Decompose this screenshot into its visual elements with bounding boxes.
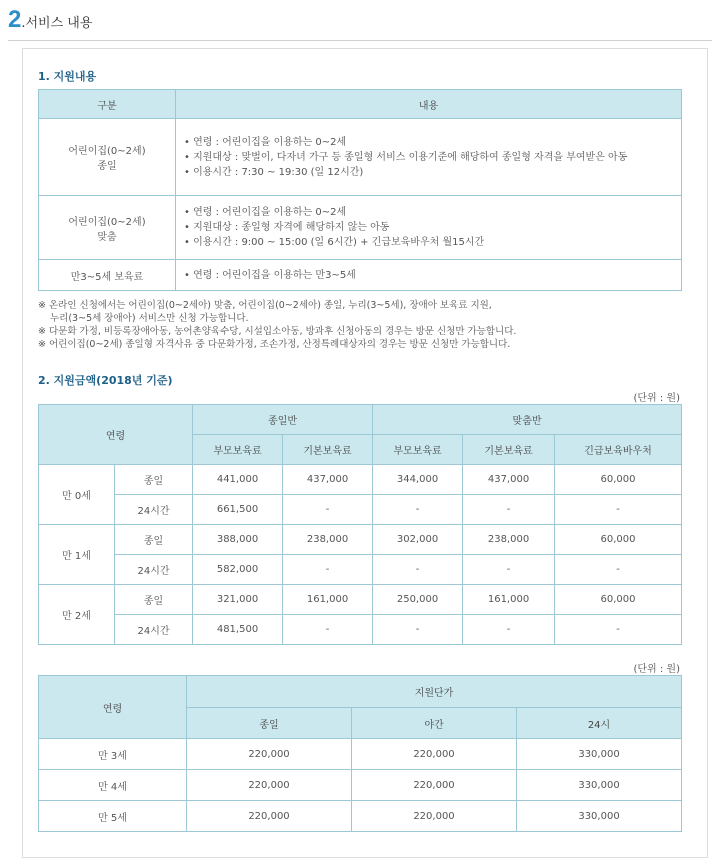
value-cell: 302,000 <box>373 525 463 555</box>
unit-label: (단위 : 원) <box>633 393 680 404</box>
value-cell: 330,000 <box>517 770 682 801</box>
group-header-custom: 맞춤반 <box>373 405 682 435</box>
value-cell: - <box>373 615 463 645</box>
content-item: • 연령 : 어린이집을 이용하는 0~2세 <box>184 136 347 148</box>
note-line: ※ 온라인 신청에서는 어린이집(0~2세아) 맞춤, 어린이집(0~2세아) 종일, 누리(3~5세), 장애아 보육료 지원, <box>38 300 492 311</box>
table-row <box>39 739 682 770</box>
content-item: • 이용시간 : 7:30 ~ 19:30 (일 12시간) <box>184 166 364 178</box>
support-amount-table <box>38 404 682 645</box>
sub-header: 야간 <box>352 708 517 739</box>
value-cell: 441,000 <box>193 465 283 495</box>
value-cell: - <box>283 555 373 585</box>
category-cell <box>39 119 176 196</box>
sub-header: 24시 <box>517 708 682 739</box>
unit-price-table <box>38 675 682 832</box>
value-cell: 388,000 <box>193 525 283 555</box>
value-cell: 220,000 <box>352 801 517 832</box>
value-cell: 582,000 <box>193 555 283 585</box>
value-cell: 437,000 <box>463 465 555 495</box>
value-cell: 250,000 <box>373 585 463 615</box>
age-header: 연령 <box>39 405 193 465</box>
content-cell <box>176 260 682 291</box>
value-cell: - <box>555 555 682 585</box>
table-row <box>39 585 682 615</box>
value-cell: 238,000 <box>283 525 373 555</box>
value-cell: 330,000 <box>517 739 682 770</box>
section-number: 2 <box>8 6 21 33</box>
value-cell: 330,000 <box>517 801 682 832</box>
group-header-full-day: 종일반 <box>193 405 373 435</box>
value-cell: - <box>373 495 463 525</box>
unit-label-2: (단위 : 원) <box>633 664 680 675</box>
section1-heading: 1. 지원내용 <box>38 70 97 83</box>
value-cell: 481,500 <box>193 615 283 645</box>
support-content-table <box>38 89 682 291</box>
value-cell: - <box>555 615 682 645</box>
type-cell: 24시간 <box>115 615 193 645</box>
age-cell: 만 3세 <box>39 739 187 770</box>
value-cell: 321,000 <box>193 585 283 615</box>
group-header-unit-price: 지원단가 <box>187 676 682 708</box>
table-row <box>39 495 682 525</box>
age-cell: 만 5세 <box>39 801 187 832</box>
section2-heading: 2. 지원금액(2018년 기준) <box>38 374 173 387</box>
column-header-category: 구분 <box>39 90 176 119</box>
table-row <box>39 465 682 495</box>
type-cell: 종일 <box>115 465 193 495</box>
value-cell: 220,000 <box>352 739 517 770</box>
type-cell: 종일 <box>115 525 193 555</box>
value-cell: - <box>283 495 373 525</box>
category-cell: 만3~5세 보육료 <box>39 260 176 291</box>
age-cell: 만 4세 <box>39 770 187 801</box>
content-cell <box>176 196 682 260</box>
header-divider <box>8 40 712 41</box>
content-item: • 이용시간 : 9:00 ~ 15:00 (일 6시간) + 긴급보육바우처 월15시간 <box>184 237 485 248</box>
sub-header: 종일 <box>187 708 352 739</box>
category-line: 맞춤 <box>97 231 117 243</box>
type-cell: 24시간 <box>115 555 193 585</box>
age-cell: 만 2세 <box>39 585 115 645</box>
column-header-content: 내용 <box>176 90 682 119</box>
value-cell: 437,000 <box>283 465 373 495</box>
content-item: • 지원대상 : 종일형 자격에 해당하지 않는 아동 <box>184 222 390 233</box>
sub-header: 부모보육료 <box>373 435 463 465</box>
note-line: ※ 다문화 가정, 비등록장애아동, 농어촌양육수당, 시설입소아동, 방과후 신청아동의 경우는 방문 신청만 가능합니다. <box>38 326 517 337</box>
value-cell: 161,000 <box>463 585 555 615</box>
value-cell: - <box>555 495 682 525</box>
value-cell: - <box>463 555 555 585</box>
table-row <box>39 119 682 196</box>
type-cell: 종일 <box>115 585 193 615</box>
table-row <box>39 525 682 555</box>
table-row <box>39 770 682 801</box>
age-header: 연령 <box>39 676 187 739</box>
sub-header: 기본보육료 <box>283 435 373 465</box>
value-cell: 60,000 <box>555 585 682 615</box>
value-cell: 161,000 <box>283 585 373 615</box>
age-cell: 만 0세 <box>39 465 115 525</box>
value-cell: 220,000 <box>187 739 352 770</box>
page-header <box>8 6 92 38</box>
value-cell: 661,500 <box>193 495 283 525</box>
age-cell: 만 1세 <box>39 525 115 585</box>
value-cell: 220,000 <box>187 770 352 801</box>
value-cell: 220,000 <box>187 801 352 832</box>
value-cell: 238,000 <box>463 525 555 555</box>
table-row <box>39 801 682 832</box>
value-cell: - <box>463 495 555 525</box>
table-row <box>39 615 682 645</box>
note-line: 누리(3~5세 장애아) 서비스만 신청 가능합니다. <box>50 313 249 324</box>
value-cell: 344,000 <box>373 465 463 495</box>
value-cell: - <box>373 555 463 585</box>
sub-header: 긴급보육바우처 <box>555 435 682 465</box>
value-cell: - <box>283 615 373 645</box>
sub-header: 부모보육료 <box>193 435 283 465</box>
notes-block <box>38 299 678 351</box>
category-line: 어린이집(0~2세) <box>68 146 146 157</box>
table-row <box>39 555 682 585</box>
page-title: .서비스 내용 <box>21 16 93 31</box>
table-row <box>39 196 682 260</box>
value-cell: 60,000 <box>555 465 682 495</box>
type-cell: 24시간 <box>115 495 193 525</box>
content-item: • 연령 : 어린이집을 이용하는 0~2세 <box>184 207 347 218</box>
content-cell <box>176 119 682 196</box>
value-cell: - <box>463 615 555 645</box>
category-cell <box>39 196 176 260</box>
sub-header: 기본보육료 <box>463 435 555 465</box>
category-line: 종일 <box>97 161 117 172</box>
value-cell: 220,000 <box>352 770 517 801</box>
table-row <box>39 260 682 291</box>
note-line: ※ 어린이집(0~2세) 종일형 자격사유 중 다문화가정, 조손가정, 산정특례대상자의 경우는 방문 신청만 가능합니다. <box>38 339 511 350</box>
value-cell: 60,000 <box>555 525 682 555</box>
category-line: 어린이집(0~2세) <box>68 216 146 228</box>
content-item: • 지원대상 : 맞벌이, 다자녀 가구 등 종일형 서비스 이용기준에 해당하여 종일형 자격을 부여받은 아동 <box>184 151 628 163</box>
content-item: • 연령 : 어린이집을 이용하는 만3~5세 <box>184 269 356 281</box>
